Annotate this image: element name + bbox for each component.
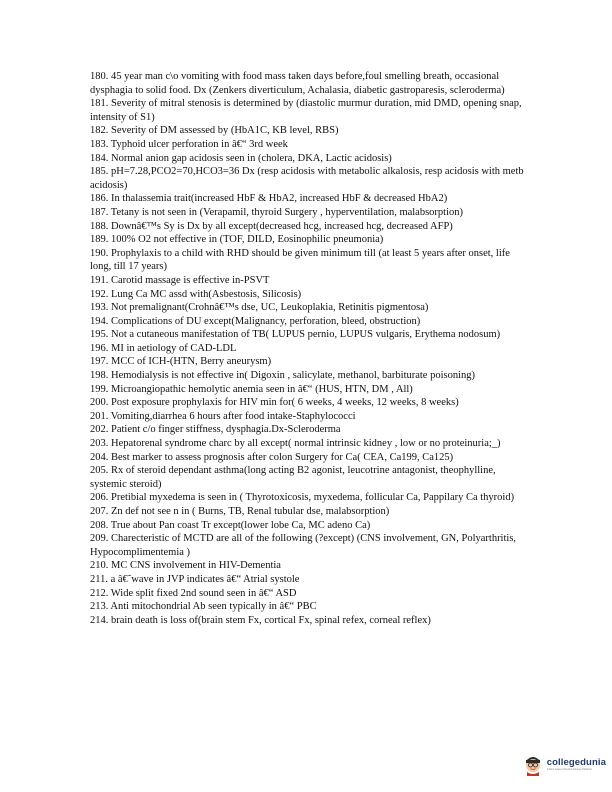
list-item: 189. 100% O2 not effective in (TOF, DILD, Eosinophilic pneumonia) — [90, 234, 384, 246]
list-item: 209. Charecteristic of MCTD are all of the following (?except) (CNS involvement, GN, Polyarthritis, Hypocomplimentemia ) — [90, 533, 517, 558]
list-item: 194. Complications of DU except(Malignancy, perforation, bleed, obstruction) — [90, 315, 421, 327]
student-mascot-icon — [523, 754, 543, 776]
list-item: 192. Lung Ca MC assd with(Asbestosis, Silicosis) — [90, 288, 302, 300]
list-item: 205. Rx of steroid dependant asthma(long acting B2 agonist, leucotrine antagonist, theophylline, systemic steroid) — [90, 465, 496, 490]
logo-wordmark: collegedunia — [546, 757, 606, 769]
list-item: 208. True about Pan coast Tr except(lower lobe Ca, MC adeno Ca) — [90, 519, 371, 531]
list-item: 212. Wide split fixed 2nd sound seen in â€“ ASD — [90, 587, 297, 599]
list-item: 199. Microangiopathic hemolytic anemia seen in â€“ (HUS, HTN, DM , All) — [90, 383, 413, 395]
list-item: 187. Tetany is not seen in (Verapamil, thyroid Surgery , hyperventilation, malabsorption) — [90, 206, 464, 218]
list-item: 206. Pretibial myxedema is seen in ( Thyrotoxicosis, myxedema, follicular Ca, Pappilary Ca thyroid) — [90, 492, 515, 504]
list-item: 198. Hemodialysis is not effective in( Digoxin , salicylate, methanol, barbiturate poisoning) — [90, 370, 476, 382]
list-item: 207. Zn def not see n in ( Burns, TB, Renal tubular dse, malabsorption) — [90, 506, 390, 517]
list-item: 195. Not a cutaneous manifestation of TB( LUPUS pernio, LUPUS vulgaris, Erythema nodosum) — [90, 329, 501, 341]
list-item: 200. Post exposure prophylaxis for HIV min for( 6 weeks, 4 weeks, 12 weeks, 8 weeks) — [90, 397, 459, 409]
list-item: 181. Severity of mitral stenosis is determined by (diastolic murmur duration, mid DMD, opening snap, intensity of S1) — [90, 98, 522, 123]
list-item: 203. Hepatorenal syndrome charc by all except( normal intrinsic kidney , low or no proteinuria;_) — [90, 438, 501, 450]
list-item: 190. Prophylaxis to a child with RHD should be given minimum till (at least 5 years after onset, life long, till 17 years) — [90, 247, 510, 273]
list-item: 214. brain death is loss of(brain stem Fx, cortical Fx, spinal refex, corneal reflex) — [90, 614, 431, 626]
list-item: 204. Best marker to assess prognosis after colon Surgery for Ca( CEA, Ca199, Ca125) — [90, 451, 454, 463]
list-item: 193. Not premalignant(Crohnâ€™s dse, UC, Leukoplakia, Retinitis pigmentosa) — [90, 302, 429, 314]
list-item: 182. Severity of DM assessed by (HbA1C, KB level, RBS) — [90, 125, 339, 137]
list-item: 180. 45 year man c\o vomiting with food mass taken days before,foul smelling breath, occasional dysphagia to solid food. Dx (Zenkers diverticulum, Achalasia, diabetic gastroparesis, scleroderma) — [90, 71, 505, 96]
logo-tagline: India's largest Student Review Platform — [546, 767, 592, 771]
list-item: 213. Anti mitochondrial Ab seen typically in â€“ PBC — [90, 601, 317, 613]
collegedunia-logo[interactable] — [523, 754, 606, 776]
list-item: 196. MI in aetiology of CAD-LDL — [90, 342, 237, 354]
list-item: 211. a â€˜wave in JVP indicates â€“ Atrial systole — [90, 573, 300, 585]
list-item: 210. MC CNS involvement in HIV-Dementia — [90, 560, 281, 572]
list-item: 202. Patient c/o finger stiffness, dysphagia.Dx-Scleroderma — [90, 424, 341, 436]
list-item: 188. Downâ€™s Sy is Dx by all except(decreased hcg, increased hcg, decreased AFP) — [90, 220, 453, 232]
list-item: 186. In thalassemia trait(increased HbF & HbA2, increased HbF & decreased HbA2) — [90, 193, 448, 205]
list-item: 201. Vomiting,diarrhea 6 hours after food intake-Staphylococci — [90, 410, 356, 422]
list-item: 185. pH=7.28,PCO2=70,HCO3=36 Dx (resp acidosis with metabolic alkalosis, resp acidosis with metb acidosis) — [90, 166, 524, 191]
list-item: 183. Typhoid ulcer perforation in â€“ 3rd week — [90, 138, 288, 150]
list-item: 197. MCC of ICH-(HTN, Berry aneurysm) — [90, 356, 272, 368]
list-item: 184. Normal anion gap acidosis seen in (cholera, DKA, Lactic acidosis) — [90, 152, 392, 164]
question-list — [90, 70, 530, 627]
list-item: 191. Carotid massage is effective in-PSVT — [90, 274, 270, 286]
